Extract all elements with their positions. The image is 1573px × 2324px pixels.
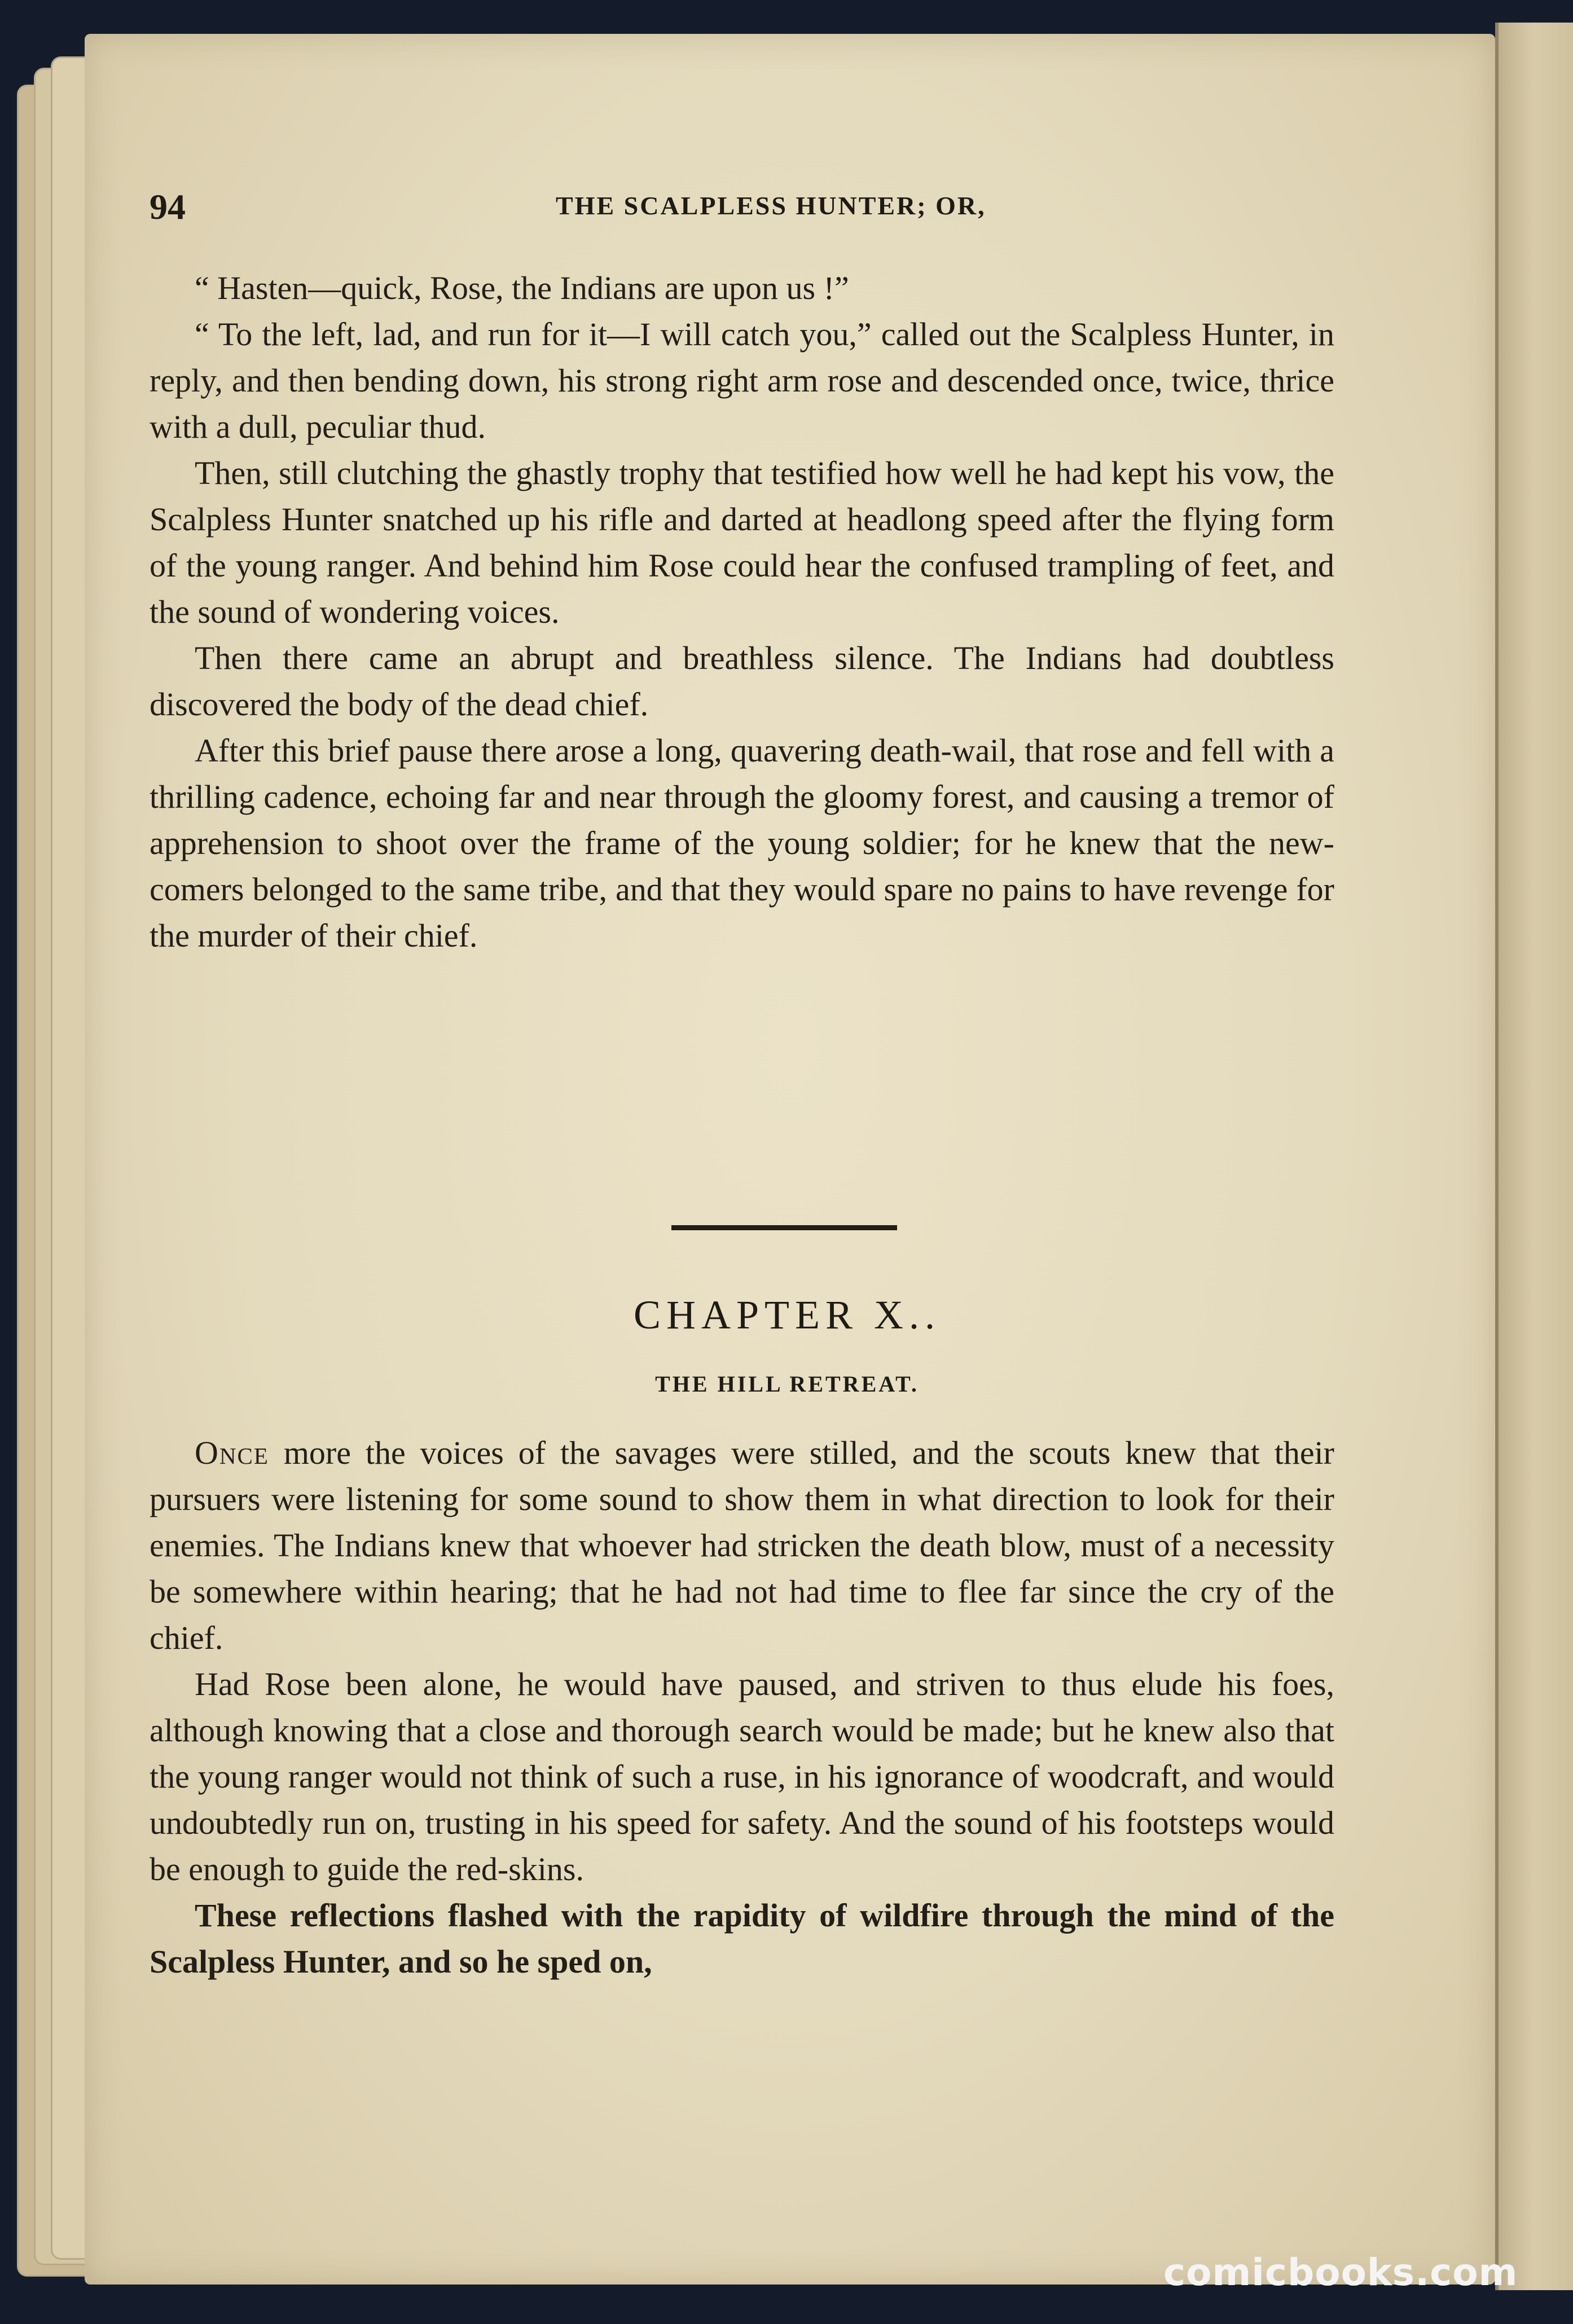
paragraph-text: more the voices of the savages were stilled, and the scouts knew that their pursuers were listening for some sound to show them in what direction to look for their enemies. The Indians knew that whoever had stricken the death blow, must of a necessity be somewhere within hearing; that he had not had time to flee far since the cry of the chief.	[150, 1434, 1334, 1656]
paragraph: “ Hasten—quick, Rose, the Indians are upon us !”	[195, 270, 849, 306]
page-number: 94	[150, 187, 186, 227]
facing-page-strip	[1495, 23, 1573, 2290]
paragraph: Then there came an abrupt and breathless silence. The Indians had doubtless discovered the body of the dead chief.	[150, 640, 1334, 723]
chapter-title: CHAPTER X..	[633, 1292, 941, 1337]
paragraph: After this brief pause there arose a long, quavering death-wail, that rose and fell with a thrilling cadence, echoing far and near through the gloomy forest, and causing a tremor of apprehension to shoot over the frame of the young soldier; for he knew that the new-comers belonged to the same tribe, and that they would spare no pains to have revenge for the murder of their chief.	[150, 732, 1334, 954]
paragraph: Then, still clutching the ghastly trophy that testified how well he had kept his vow, the Scalpless Hunter snatched up his rifle and darted at headlong speed after the flying form of the young ranger. And behind him Rose could hear the confused trampling of feet, and the sound of wondering voices.	[150, 455, 1334, 630]
running-head-title: THE SCALPLESS HUNTER; OR,	[556, 191, 986, 220]
running-head	[150, 186, 1284, 231]
paragraph: These reflections flashed with the rapidity of wildfire through the mind of the Scalpless Hunter, and so he sped on,	[150, 1897, 1334, 1980]
paragraph	[150, 1430, 1334, 1661]
paragraph: Had Rose been alone, he would have paused, and striven to thus elude his foes, although knowing that a close and thorough search would be made; but he knew also that the young ranger would not think of such a ruse, in his ignorance of woodcraft, and would undoubtedly run on, trusting in his speed for safety. And the sound of his footsteps would be enough to guide the red-skins.	[150, 1666, 1334, 1887]
paragraph: “ To the left, lad, and run for it—I will catch you,” called out the Scalpless Hunter, in reply, and then bending down, his strong right arm rose and descended once, twice, thrice with a dull, peculiar thud.	[150, 316, 1334, 445]
chapter-subtitle: THE HILL RETREAT.	[655, 1371, 919, 1397]
section-divider-rule	[671, 1225, 897, 1230]
text-block-chapter-x	[150, 1430, 1334, 1985]
text-block-before-chapter	[150, 265, 1334, 959]
chapter-opening-word: Once	[195, 1434, 269, 1471]
watermark: comicbooks.com	[1163, 2251, 1518, 2294]
